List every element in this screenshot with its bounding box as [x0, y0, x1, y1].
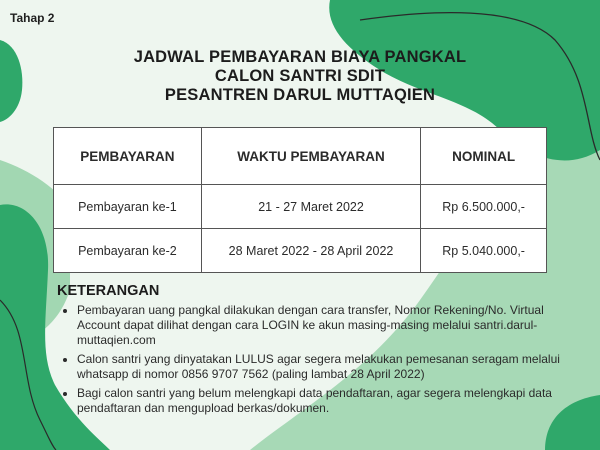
- title-line-3: PESANTREN DARUL MUTTAQIEN: [164, 86, 436, 104]
- table-row: [54, 229, 547, 273]
- list-item: • Bagi calon santri yang belum melengkapi data pendaftaran, agar segera melengkapi data pendaftaran dan mengupload berkas/dokumen.: [77, 386, 587, 416]
- page-title: [0, 48, 600, 105]
- payment-schedule-table: [53, 127, 547, 273]
- notes-heading: KETERANGAN: [57, 283, 160, 299]
- cell-time: 21 - 27 Maret 2022: [201, 185, 420, 229]
- table-header-row: [54, 128, 547, 185]
- table-row: [54, 185, 547, 229]
- header-payment: PEMBAYARAN: [54, 128, 202, 185]
- list-item: • Calon santri yang dinyatakan LULUS agar segera melakukan pemesanan seragam melalui whatsapp di nomor 0856 9707 7562 (paling lambat 28 April 2022): [77, 352, 587, 382]
- cell-payment: Pembayaran ke-2: [54, 229, 202, 273]
- notes-list: [57, 303, 587, 416]
- header-nominal: NOMINAL: [421, 128, 547, 185]
- cell-nominal: Rp 5.040.000,-: [421, 229, 547, 273]
- title-line-1: JADWAL PEMBAYARAN BIAYA PANGKAL: [133, 48, 467, 66]
- cell-payment: Pembayaran ke-1: [54, 185, 202, 229]
- title-line-2: CALON SANTRI SDIT: [214, 67, 386, 85]
- header-payment-time: WAKTU PEMBAYARAN: [201, 128, 420, 185]
- cell-time: 28 Maret 2022 - 28 April 2022: [201, 229, 420, 273]
- notes-section: [57, 283, 587, 420]
- step-label: Tahap 2: [10, 11, 55, 25]
- cell-nominal: Rp 6.500.000,-: [421, 185, 547, 229]
- list-item: • Pembayaran uang pangkal dilakukan dengan cara transfer, Nomor Rekening/No. Virtual Account dapat dilihat dengan cara LOGIN ke akun masing-masing melalui santri.darul-muttaqien.com: [77, 303, 587, 348]
